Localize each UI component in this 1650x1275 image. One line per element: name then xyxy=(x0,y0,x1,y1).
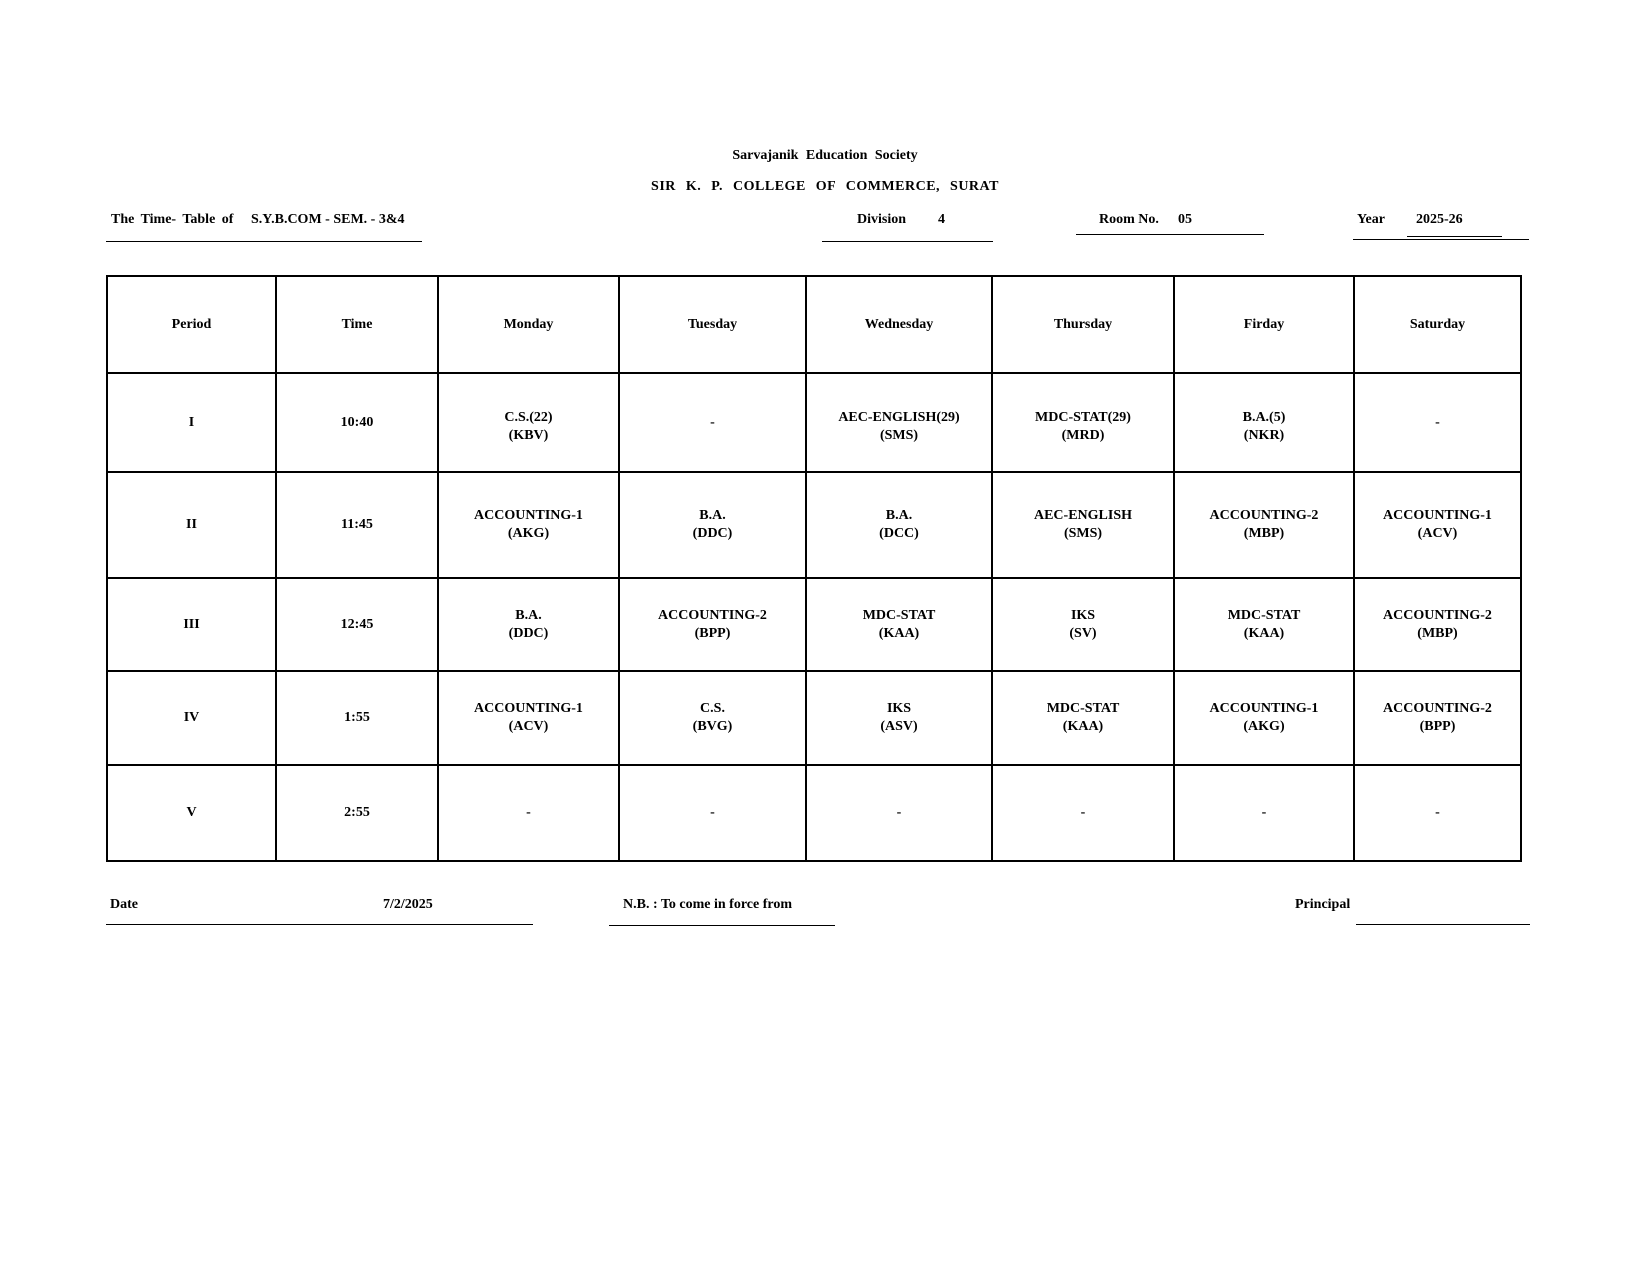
period-cell: III xyxy=(107,578,276,671)
teacher-code: (BPP) xyxy=(694,625,731,641)
teacher-code: (ASV) xyxy=(880,719,918,734)
schedule-cell xyxy=(438,472,619,578)
subject-label: B.A. xyxy=(515,607,542,623)
subject-label: - xyxy=(526,805,531,820)
teacher-code: (ACV) xyxy=(508,719,549,734)
subject-label: C.S.(22) xyxy=(504,409,553,425)
nb-underline xyxy=(609,925,835,926)
column-header: Tuesday xyxy=(619,276,806,373)
subject-label: AEC-ENGLISH xyxy=(1033,508,1133,523)
subject-label: B.A. xyxy=(699,508,726,523)
subject-label: B.A.(5) xyxy=(1242,409,1286,425)
teacher-code: (MBP) xyxy=(1243,526,1285,541)
teacher-code: (SMS) xyxy=(879,427,919,443)
column-header: Period xyxy=(107,276,276,373)
schedule-cell xyxy=(992,671,1174,765)
schedule-cell xyxy=(1354,472,1521,578)
column-header: Wednesday xyxy=(806,276,992,373)
subject-label: MDC-STAT(29) xyxy=(1035,409,1131,425)
column-header: Monday xyxy=(438,276,619,373)
schedule-cell xyxy=(806,578,992,671)
subject-label: ACCOUNTING-1 xyxy=(474,701,583,716)
subject-label: IKS xyxy=(1070,607,1096,623)
teacher-code: (AKG) xyxy=(507,526,550,541)
time-cell: 12:45 xyxy=(276,578,438,671)
nb-note: N.B. : To come in force from xyxy=(623,897,793,912)
schedule-cell xyxy=(806,373,992,472)
schedule-cell xyxy=(1354,671,1521,765)
subject-label: MDC-STAT xyxy=(862,607,936,623)
time-cell: 10:40 xyxy=(276,373,438,472)
schedule-cell xyxy=(619,765,806,861)
college-name: SIR K. P. COLLEGE OF COMMERCE, SURAT xyxy=(651,179,999,194)
schedule-cell xyxy=(1354,373,1521,472)
schedule-cell xyxy=(806,472,992,578)
date-label: Date xyxy=(110,897,138,912)
subject-label: ACCOUNTING-2 xyxy=(1383,701,1492,716)
teacher-code: (MBP) xyxy=(1417,625,1458,641)
schedule-cell xyxy=(992,578,1174,671)
subject-label: - xyxy=(1080,805,1086,820)
date-underline xyxy=(106,924,533,925)
teacher-code: (KAA) xyxy=(1062,719,1104,734)
schedule-cell xyxy=(619,472,806,578)
subject-label: - xyxy=(1435,414,1440,430)
teacher-code: (MRD) xyxy=(1061,427,1105,443)
schedule-cell xyxy=(806,671,992,765)
teacher-code: (AKG) xyxy=(1243,719,1285,734)
schedule-cell xyxy=(619,373,806,472)
society-name: Sarvajanik Education Society xyxy=(732,148,918,163)
time-cell: 11:45 xyxy=(276,472,438,578)
subject-label: B.A. xyxy=(885,508,913,523)
subject-label: ACCOUNTING-1 xyxy=(474,508,583,523)
column-header: Time xyxy=(276,276,438,373)
schedule-cell xyxy=(438,671,619,765)
room-underline xyxy=(1076,234,1264,235)
header-row xyxy=(107,276,1521,373)
subject-label: MDC-STAT xyxy=(1046,701,1120,716)
schedule-cell xyxy=(806,765,992,861)
subject-label: ACCOUNTING-1 xyxy=(1209,701,1319,716)
table-row xyxy=(107,472,1521,578)
teacher-code: (KBV) xyxy=(508,427,549,443)
schedule-cell xyxy=(438,578,619,671)
teacher-code: (SV) xyxy=(1069,625,1097,641)
teacher-code: (NKR) xyxy=(1243,427,1285,443)
time-cell: 1:55 xyxy=(276,671,438,765)
timetable-label: The Time- Table of xyxy=(111,212,234,227)
column-header: Thursday xyxy=(992,276,1174,373)
subject-label: - xyxy=(710,414,715,430)
teacher-code: (DCC) xyxy=(879,526,919,541)
period-cell: V xyxy=(107,765,276,861)
schedule-cell xyxy=(619,578,806,671)
division-value: 4 xyxy=(938,212,945,227)
subject-label: - xyxy=(896,805,902,820)
period-cell: II xyxy=(107,472,276,578)
subject-label: AEC-ENGLISH(29) xyxy=(838,409,960,425)
subject-label: IKS xyxy=(886,701,912,716)
division-label: Division xyxy=(857,212,907,227)
subject-label: - xyxy=(1261,805,1267,820)
schedule-cell xyxy=(992,765,1174,861)
timetable xyxy=(106,275,1522,862)
room-value: 05 xyxy=(1178,212,1192,227)
schedule-cell xyxy=(1174,671,1354,765)
subject-label: ACCOUNTING-1 xyxy=(1383,508,1492,523)
year-value-underline xyxy=(1407,236,1502,237)
subject-label: C.S. xyxy=(700,701,725,716)
column-header: Saturday xyxy=(1354,276,1521,373)
table-row xyxy=(107,578,1521,671)
year-value: 2025-26 xyxy=(1416,212,1463,227)
subject-label: ACCOUNTING-2 xyxy=(658,607,767,623)
subject-label: - xyxy=(1435,805,1440,820)
class-name: S.Y.B.COM - SEM. - 3&4 xyxy=(251,212,405,227)
period-cell: IV xyxy=(107,671,276,765)
subject-label: MDC-STAT xyxy=(1227,607,1301,623)
teacher-code: (KAA) xyxy=(878,625,920,641)
schedule-cell xyxy=(1174,578,1354,671)
table-row xyxy=(107,765,1521,861)
period-cell: I xyxy=(107,373,276,472)
teacher-code: (ACV) xyxy=(1417,526,1458,541)
class-underline xyxy=(106,241,422,242)
schedule-cell xyxy=(438,373,619,472)
teacher-code: (BPP) xyxy=(1419,719,1456,734)
principal-label: Principal xyxy=(1295,897,1351,912)
schedule-cell xyxy=(992,373,1174,472)
principal-signature-line xyxy=(1356,924,1530,925)
table-row xyxy=(107,671,1521,765)
schedule-cell xyxy=(1354,578,1521,671)
time-cell: 2:55 xyxy=(276,765,438,861)
room-label: Room No. xyxy=(1099,212,1159,227)
division-underline xyxy=(822,241,993,242)
schedule-cell xyxy=(1354,765,1521,861)
teacher-code: (BVG) xyxy=(692,719,733,734)
teacher-code: (KAA) xyxy=(1243,625,1285,641)
year-label: Year xyxy=(1357,212,1385,227)
subject-label: ACCOUNTING-2 xyxy=(1383,607,1492,623)
teacher-code: (SMS) xyxy=(1063,526,1103,541)
date-value: 7/2/2025 xyxy=(383,897,433,912)
schedule-cell xyxy=(992,472,1174,578)
table-row xyxy=(107,373,1521,472)
teacher-code: (DDC) xyxy=(692,526,733,541)
teacher-code: (DDC) xyxy=(508,625,549,641)
schedule-cell xyxy=(1174,472,1354,578)
subject-label: ACCOUNTING-2 xyxy=(1209,508,1319,523)
schedule-cell xyxy=(1174,373,1354,472)
schedule-cell xyxy=(1174,765,1354,861)
subject-label: - xyxy=(710,805,715,820)
schedule-cell xyxy=(438,765,619,861)
column-header: Firday xyxy=(1174,276,1354,373)
year-underline xyxy=(1353,239,1529,240)
schedule-cell xyxy=(619,671,806,765)
